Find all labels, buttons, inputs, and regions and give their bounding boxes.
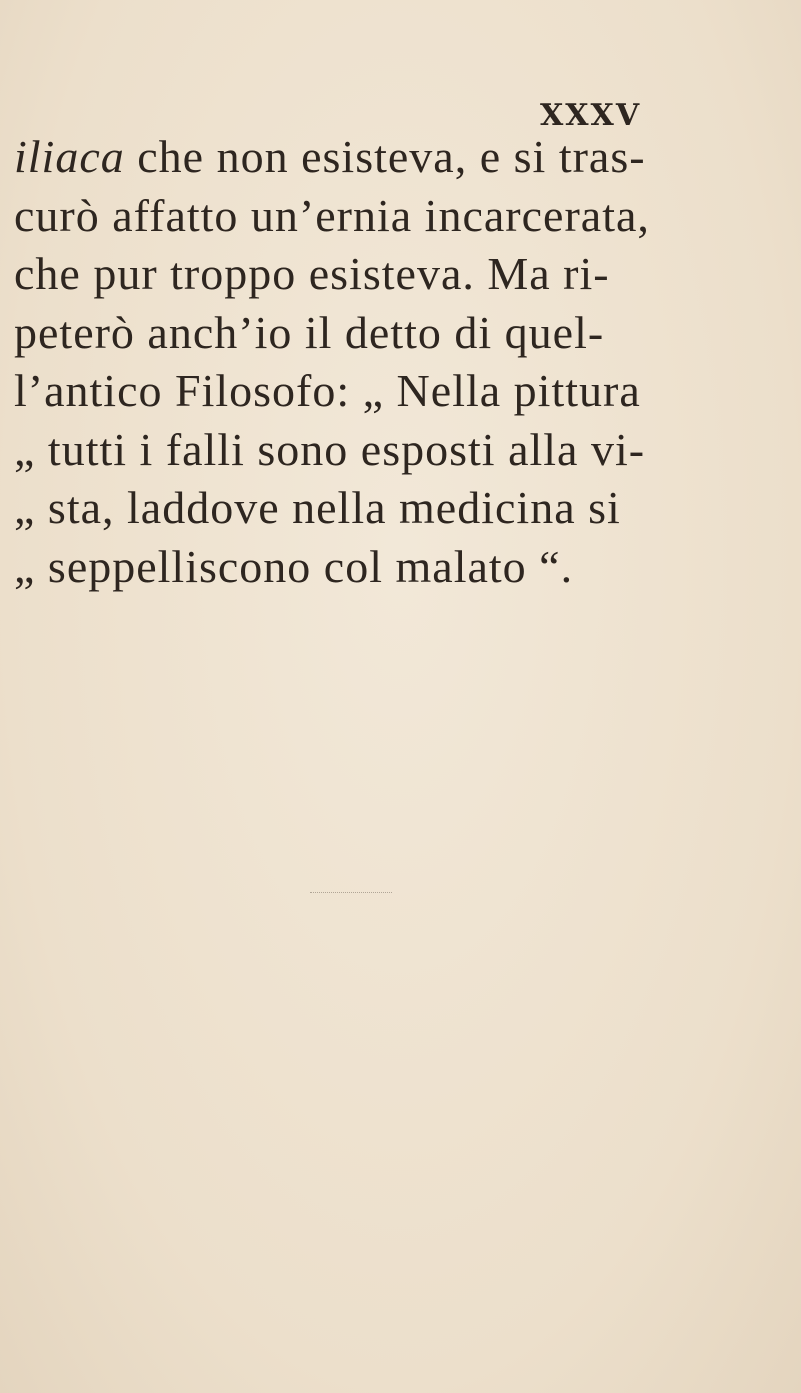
line-text: l’antico Filosofo: „ Nella pittura [14,365,641,416]
line-text: „ seppelliscono col malato “. [14,540,574,592]
italic-word: iliaca [14,131,125,182]
body-text [14,128,794,596]
text-line [14,479,794,538]
page-number: XXXV [540,98,642,133]
text-line [14,245,794,304]
text-line [14,538,794,597]
text-line [14,304,794,363]
line-text: che pur troppo esisteva. Ma ri- [14,248,610,299]
text-line [14,187,794,246]
faint-ornament [310,886,392,893]
line-text: peterò anch’io il detto di quel- [14,306,605,358]
line-text: „ tutti i falli sono esposti alla vi- [14,423,646,475]
line-text: curò affatto un’ernia incarcerata, [14,189,650,241]
line-text: che non esisteva, e si tras- [124,131,646,182]
text-line [14,421,794,480]
text-line [14,128,794,187]
line-text: „ sta, laddove nella medicina si [14,482,621,533]
text-line [14,362,794,421]
